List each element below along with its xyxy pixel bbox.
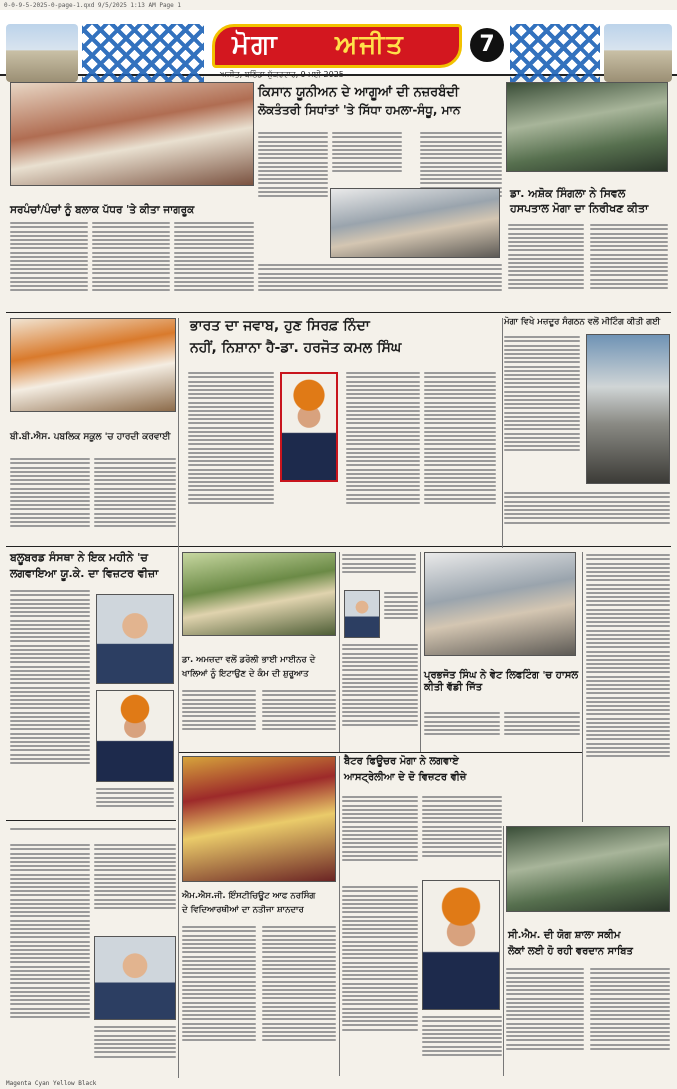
column-rule-1 [178,318,179,1078]
story8-photo [424,552,576,656]
story8-headline: ਪ੍ਰਭਜੋਤ ਸਿੰਘ ਨੇ ਵੇਟ ਲਿਫਟਿੰਗ 'ਚ ਹਾਸਲ ਕੀਤੀ ਵੱਡੀ ਜਿੱਤ [424,670,579,693]
story5-text-col1 [10,456,90,546]
side-brief-header [342,552,416,586]
story11-photo-grid [182,756,336,882]
story4-text-col1 [188,370,274,542]
story9-headline-l1: ਬੈਟਰ ਫਿਊਚਰ ਮੋਗਾ ਨੇ ਲਗਵਾਏ [344,756,459,767]
story7-photo [182,552,336,636]
story11-headline-l1: ਐਮ.ਐਸ.ਜੀ. ਇੰਸਟੀਚਿਊਟ ਆਫ ਨਰਸਿੰਗ [182,891,316,901]
page-number: 7 [470,28,504,62]
page-footer: Magenta Cyan Yellow Black [6,1080,97,1087]
story3-photo [506,82,668,172]
column-rule-3 [339,552,340,752]
story9-headline-l2: ਆਸਟ੍ਰੇਲੀਆ ਦੇ ਦੋ ਵਿਜ਼ਟਰ ਵੀਜ਼ੇ [344,772,467,783]
story4-headline-l2: ਨਹੀਂ, ਨਿਸ਼ਾਨਾ ਹੈ-ਡਾ. ਹਰਜੋਤ ਕਮਲ ਸਿੰਘ [190,340,402,356]
story1-photo-caption [10,188,254,202]
story3-headline-l1: ਡਾ. ਅਸ਼ੋਕ ਸਿੰਗਲਾ ਨੇ ਸਿਵਲ [510,187,626,200]
story11-text-col2 [262,924,336,1074]
story1-text-col1 [258,130,328,214]
story12-headline: ਮੋਗਾ ਵਿਖੇ ਮਜ਼ਦੂਰ ਸੰਗਠਨ ਵਲੋਂ ਮੀਟਿੰਗ ਕੀਤੀ ਗਈ [504,317,661,327]
story6-text-col1 [10,588,90,818]
dateline: ਅਜੀਤ, ਬਠਿੰਡਾ ਸ਼ੁੱਕਰਵਾਰ, 9 ਮਈ 2025 [220,70,344,79]
story1-text-bottom [258,262,502,308]
story1-group-photo [330,188,500,258]
story5-photo-caption [10,414,176,428]
story5-text-col2 [94,456,176,546]
side-brief-portrait [344,590,380,638]
logo-word-moga: ਮੋਗਾ [232,30,279,60]
story10-headline-l2: ਲੋਕਾਂ ਲਈ ਹੋ ਰਹੀ ਵਰਦਾਨ ਸਾਬਿਤ [508,946,633,957]
story1-headline-l2: ਲੋਕਤੰਤਰੀ ਸਿਧਾਂਤਾਂ 'ਤੇ ਸਿੱਧਾ ਹਮਲਾ-ਸੰਧੂ, ਮਾਨ [258,103,461,117]
row-divider-3 [178,752,582,753]
row-divider-2 [6,546,671,547]
left-bottom-text-col2 [94,842,176,932]
column-rule-5 [582,552,583,822]
story3-text-col2 [590,222,668,308]
story4-headline-l1: ਭਾਰਤ ਦਾ ਜਵਾਬ, ਹੁਣ ਸਿਰਫ਼ ਨਿੰਦਾ [190,318,370,334]
story6-headline-l1: ਬਲੂਬਰਡ ਸੰਸਥਾ ਨੇ ਇਕ ਮਹੀਨੇ 'ਚ [10,551,148,564]
story5-photo [10,318,176,412]
story10-photo-caption [506,914,670,926]
story7-text-col1 [182,688,256,748]
story2-text-col2 [92,220,170,312]
left-bottom-header [10,826,176,838]
masthead-pattern-left [82,24,204,82]
print-slug: 0-0-9-5-2025-0-page-1.qxd 9/5/2025 1:13 AM Page 1 [4,2,182,9]
story4-text-col3 [424,370,496,542]
story7-headline-l2: ਖਾਲਿਆਂ ਨੂੰ ਇਟਾਉਣ ਦੇ ਕੰਮ ਦੀ ਸ਼ੁਰੂਆਤ [182,669,309,679]
story9-text-col2 [342,884,418,1074]
story9-photo [422,880,500,1010]
story6-text-col2 [96,786,174,818]
story8-text-col1 [424,710,500,748]
right-brief-column [586,552,670,822]
story7-text-col2 [262,688,336,748]
column-rule-6 [339,756,340,1076]
story5-headline: ਬੀ.ਬੀ.ਐਸ. ਪਬਲਿਕ ਸਕੂਲ 'ਚ ਹਾਰਦੀ ਕਰਵਾਈ [10,432,171,442]
story11-headline-l2: ਦੇ ਵਿਦਿਆਰਥੀਆਂ ਦਾ ਨਤੀਜਾ ਸ਼ਾਨਦਾਰ [182,905,304,915]
row-divider-left [6,820,176,821]
story1-headline-l1: ਕਿਸਾਨ ਯੂਨੀਅਨ ਦੇ ਆਗੂਆਂ ਦੀ ਨਜ਼ਰਬੰਦੀ [258,85,459,100]
story2-text-col3 [174,220,254,312]
story3-text-col1 [508,222,584,308]
story12-photo [586,334,670,484]
masthead-photo-right [604,24,672,82]
story9-text-col1 [342,794,418,880]
story4-text-col2 [346,370,420,542]
story1-text-col2 [332,130,402,185]
left-bottom-text-col3 [94,1024,176,1074]
story9-text-col4 [422,1014,502,1074]
story8-photo-caption [424,658,576,668]
story11-text-col1 [182,924,256,1074]
left-bottom-photo [94,936,176,1020]
story12-text-col1 [504,334,580,484]
story6-headline-l2: ਲਗਵਾਇਆ ਯੂ.ਕੇ. ਦਾ ਵਿਜ਼ਟਰ ਵੀਜ਼ਾ [10,567,159,580]
story4-portrait [280,372,338,482]
column-rule-7 [503,826,504,1076]
story8-text-col2 [504,710,580,748]
column-rule-2 [502,318,503,548]
story2-headline: ਸਰਪੰਚਾਂ/ਪੰਚਾਂ ਨੂੰ ਬਲਾਕ ਪੱਧਰ 'ਤੇ ਕੀਤਾ ਜਾਗਰੂਕ [10,204,195,216]
story3-headline-l2: ਹਸਪਤਾਲ ਮੋਗਾ ਦਾ ਨਿਰੀਖਣ ਕੀਤਾ [510,202,649,215]
side-brief-body [342,642,418,748]
story7-headline-l1: ਡਾ. ਅਮਜ਼ਦਾ ਵਲੋਂ ਡਰੋਲੀ ਭਾਈ ਮਾਈਨਰ ਦੇ [182,655,316,665]
story1-photo [10,82,254,186]
side-brief-text [384,590,418,638]
story12-text-bottom [504,490,670,542]
story10-text-col1 [506,966,584,1074]
masthead-pattern-right [510,24,600,82]
masthead-photo-left [6,24,78,82]
masthead [0,10,677,79]
story10-photo [506,826,670,912]
story10-text-col2 [590,966,670,1074]
story6-photo-2 [96,690,174,782]
logo-word-ajit: ਅਜੀਤ [335,30,405,60]
story7-photo-caption [182,638,336,652]
story9-text-col3 [422,794,502,876]
story2-text-col1 [10,220,88,312]
left-bottom-text-col1 [10,842,90,1074]
story6-photo-1 [96,594,174,684]
story10-headline-l1: ਸੀ.ਐਮ. ਦੀ ਯੋਗ ਸ਼ਾਲਾ ਸਕੀਮ [508,930,621,941]
column-rule-4 [420,552,421,752]
row-divider-1 [6,312,671,313]
